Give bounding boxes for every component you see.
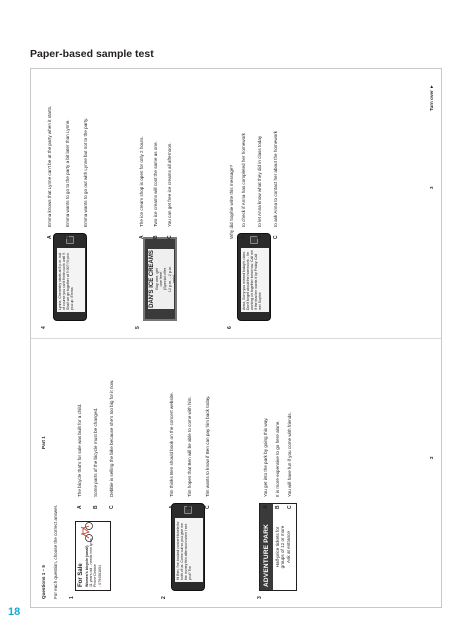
option-text: Tim hopes that Ben will be able to come with him. <box>187 396 192 497</box>
question-number: 6 <box>227 326 233 329</box>
notice-line: 11 years old - needs new tyres <box>89 538 94 587</box>
option-text: The ice cream shop is open for only 2 hours. <box>139 136 144 227</box>
for-sale-notice <box>75 521 111 591</box>
question-number: 2 <box>161 596 167 599</box>
option-text: It is more expensive to go here alone. <box>275 420 280 497</box>
exam-sheet-part1 <box>31 339 442 608</box>
questions-heading: Questions 1 – 5 <box>41 565 46 599</box>
exam-paper <box>30 68 442 608</box>
option-text: Debbie is selling the bike because she's too big for it now. <box>109 379 114 497</box>
option-text: Two ice creams will cost the same as one. <box>153 141 158 227</box>
option-text: Emma knows that Lynne can't be at the party when it starts. <box>47 105 52 227</box>
option-letter: A <box>77 505 83 509</box>
text-message: Anna, Sorry you missed today's class. Don't forget about the homework - I'm working on together tomorrow. Call me if the teacher wants it by Friday. Call me! Sophie <box>241 248 269 312</box>
sheet-page-number: 2 <box>429 456 434 459</box>
option-letter: A <box>241 235 247 239</box>
option-letter: B <box>153 235 159 239</box>
option-letter: B <box>257 235 263 239</box>
sign-line: Buy one, get <box>155 268 159 290</box>
exam-sheet-part1-continued <box>31 69 442 339</box>
option-letter: A <box>263 505 269 509</box>
question-number: 1 <box>69 596 75 599</box>
option-text: to check if Anna has completed her homework <box>241 133 246 227</box>
option-letter: C <box>83 235 89 239</box>
notice-line: Phone Debbie <box>93 564 98 587</box>
sheet-page-number: 3 <box>429 186 434 189</box>
option-text: to let Anna know what they did in class today <box>257 135 262 227</box>
sign-line: one free! <box>159 271 164 287</box>
option-letter: C <box>167 235 173 239</box>
option-text: Tim wants to know if Ben can pay him back today. <box>205 395 210 497</box>
option-letter: C <box>109 505 115 509</box>
phone-message <box>171 503 205 591</box>
option-letter: C <box>205 505 211 509</box>
option-letter: B <box>65 235 71 239</box>
sign-line: Ask at entrance <box>285 531 291 563</box>
sign-line: 12 p.m. - 2 p.m. <box>167 265 172 293</box>
option-letter: B <box>93 505 99 509</box>
sign-line: only) <box>171 274 176 284</box>
sign-line: groups of 12 or more <box>280 525 286 569</box>
sign-line: (Special offer <box>163 267 168 291</box>
notice-title: For Sale <box>78 563 84 587</box>
sign-line: Half-price tickets for <box>275 526 280 568</box>
option-text: Some parts of the bicycle must be changed. <box>93 407 98 497</box>
page-number: 18 <box>8 606 21 618</box>
part-label: Part 1 <box>41 436 46 449</box>
option-text: You can get free ice creams all afternoon. <box>167 142 172 227</box>
page-title: Paper-based sample test <box>30 48 154 60</box>
option-letter: B <box>187 505 193 509</box>
option-letter: A <box>139 235 145 239</box>
phone-message <box>53 233 87 321</box>
notice-line: - 0794581654 <box>97 564 102 587</box>
notice-line: Women's bicycle (small) <box>85 545 89 587</box>
question-text: Why did Sophie write this message? <box>229 164 234 239</box>
ice-cream-sign <box>143 237 177 321</box>
option-text: Emma wants to go out with Lynne but not to the party. <box>83 117 88 227</box>
option-text: Tim thinks Ben should book on the concert website. <box>169 392 174 497</box>
sign-title: DAN'S ICE CREAMS <box>149 250 155 308</box>
option-letter: A <box>169 505 175 509</box>
question-number: 3 <box>257 596 263 599</box>
option-text: to ask Anna to contact her about the homework <box>273 130 278 227</box>
bicycle-icon <box>80 522 93 542</box>
option-text: The bicycle that's for sale was built for a child. <box>77 403 82 497</box>
option-letter: C <box>273 235 279 239</box>
option-letter: B <box>275 505 281 509</box>
question-number: 5 <box>135 326 141 329</box>
option-letter: A <box>47 235 53 239</box>
option-letter: C <box>287 505 293 509</box>
phone-message <box>237 233 271 321</box>
adventure-park-sign <box>259 503 297 591</box>
option-text: You will have fun if you come with friends. <box>287 412 292 497</box>
turn-over-label: Turn over ► <box>429 84 434 111</box>
option-text: Emma wants to go to the party a bit later than Lynne. <box>65 119 70 227</box>
sign-title: ADVENTURE PARK <box>260 504 273 590</box>
option-text: You get into the park by going this way. <box>263 417 268 497</box>
question-number: 4 <box>41 326 47 329</box>
text-message: Hi Ben, I've booked concert tickets for both of us. Come out so you give me the money this afternoon when I see you? Tim <box>175 518 203 582</box>
text-message: Lynne, Chemistry starts at 8 p.m. but of course you can't finish work until 9. Shall we go together at 9:30? I'll pick you up. Emma <box>57 248 85 312</box>
instruction-text: For each question, choose the correct answer. <box>53 504 58 599</box>
